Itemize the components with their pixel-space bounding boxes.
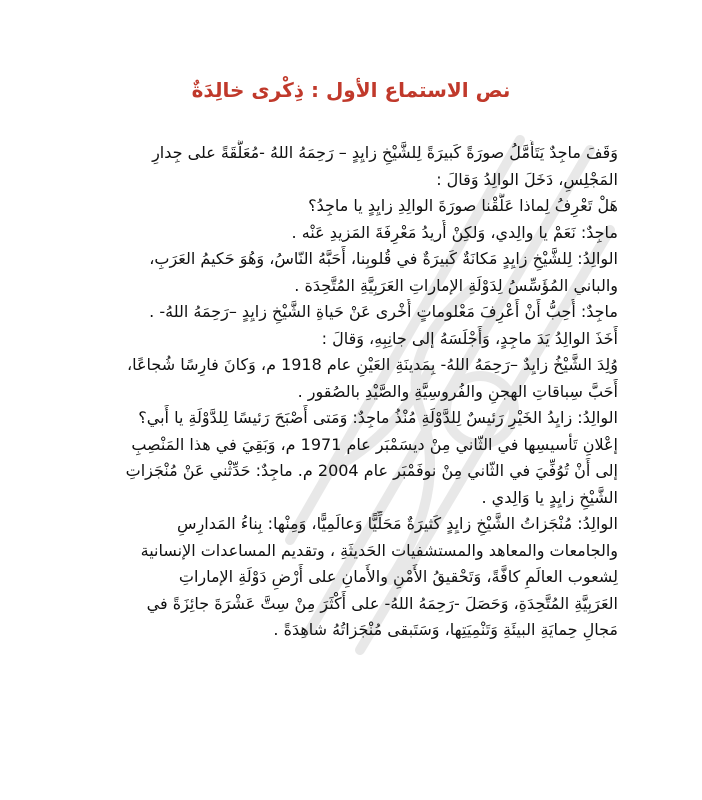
passage-line: أَحَبَّ سِباقاتِ الهجنِ والفُروسِيَّةِ والصَّيْدِ بالصُقور . [297, 381, 618, 401]
passage-line: وَقَفَ ماجِدٌ يَتَأَمَّلُ صورَةً كَبيرَةً لِلشَّيْخِ زايِدٍ – رَحِمَهُ اللهُ -مُعَلَّقَةً على جِدارِ [152, 143, 618, 162]
passage-line: لِشعوب العالَمِ كافَّةً، وَتَحْقيقُ الأَمْنِ والأَمانِ على أَرْضِ دَوْلَةِ الإماراتِ [178, 567, 618, 586]
passage-line: ماجِدٌ: نَعَمْ يا والِدي، وَلكِنْ أُريدُ مَعْرِفَةَ المَزيدِ عَنْه . [291, 222, 618, 242]
passage-line: المَجْلِسِ، دَخَلَ الوالِدُ وَقالَ : [436, 169, 618, 189]
passage-line: إعْلانِ تَأْسيسِها في الثّاني مِنْ ديسَمْبَر عام 1971 م، وَبَقِيَ في هذا المَنْصِبِ [131, 434, 618, 454]
passage-line: العَرَبِيَّةِ المُتَّحِدَةِ، وَحَصَلَ -رَحِمَهُ اللهُ- على أَكْثَرَ مِنْ سِتَّ عَشْرَةَ جائِزَةً في [146, 593, 618, 613]
passage-line: والجامعات والمعاهد والمستشفيات الحَديثَةِ ، وتقديم المساعدات الإنسانية [140, 540, 618, 560]
passage-line: هَلْ تَعْرِفُ لِماذا عَلَّقْنا صورَةَ الوالِدِ زايِدٍ يا ماجِدُ؟ [308, 196, 618, 215]
passage-line: إلى أَنْ تُوُفِّيَ في الثّاني مِنْ نوفَمْبَر عام 2004 م. ماجِدٌ: حَدِّثْني عَنْ مُنْجَزاتِ [125, 461, 618, 480]
passage-line: مَجالِ حِمايَةِ البيئَةِ وَتَنْمِيَتِها، وَسَتَبقى مُنْجَزاتُهُ شاهِدَةً . [273, 620, 618, 639]
page-title: نص الاستماع الأول : ذِكْرى خالِدَةٌ [191, 78, 511, 102]
passage-line: وُلِدَ الشَّيْخُ زايِدٌ –رَحِمَهُ اللهُ- بِمَدينَةِ العَيْنِ عام 1918 م، وَكانَ فارِسًا شُجاعًا، [126, 355, 618, 374]
passage-line: الوالِدُ: زايِدُ الخَيْرِ رَئيسٌ لِلدَّوْلَةِ مُنْذُ ماجِدٌ: وَمَتى أَصْبَحَ رَئيسًا لِلدَّوْلَةِ يا أَبي؟ [138, 408, 618, 427]
passage-line: أَخَذَ الوالِدُ يَدَ ماجِدٍ، وَأَجْلَسَهُ إلى جانِبِهِ، وَقالَ : [321, 328, 618, 348]
passage-line: ماجِدٌ: أُحِبُّ أَنْ أَعْرِفَ مَعْلوماتٍ أُخْرى عَنْ حَياةِ الشَّيْخِ زايِدٍ –رَحِمَهُ اللهُ- . [149, 302, 618, 321]
passage-body [78, 140, 618, 644]
passage-line: الوالِدُ: مُنْجَزاتُ الشَّيْخِ زايِدٍ كَثيرَةٌ مَحَلِّيًّا وَعالَمِيًّا، وَمِنْها: بِناءُ المَدارِسِ [177, 514, 618, 533]
passage-line: الشَّيْخِ زايِدٍ يا وَالِدي . [481, 487, 618, 507]
passage-line: والباني المُؤَسِّسُ لِدَوْلَةِ الإماراتِ العَرَبِيَّةِ المُتَّحِدَة . [294, 275, 618, 295]
passage-line: الوالِدُ: لِلشَّيْخِ زايِدٍ مَكانَةٌ كَبيرَةٌ في قُلوبِنا، أَحَبَّهُ النّاسُ، وَهُوَ حَكيمُ العَرَبِ، [149, 249, 618, 268]
